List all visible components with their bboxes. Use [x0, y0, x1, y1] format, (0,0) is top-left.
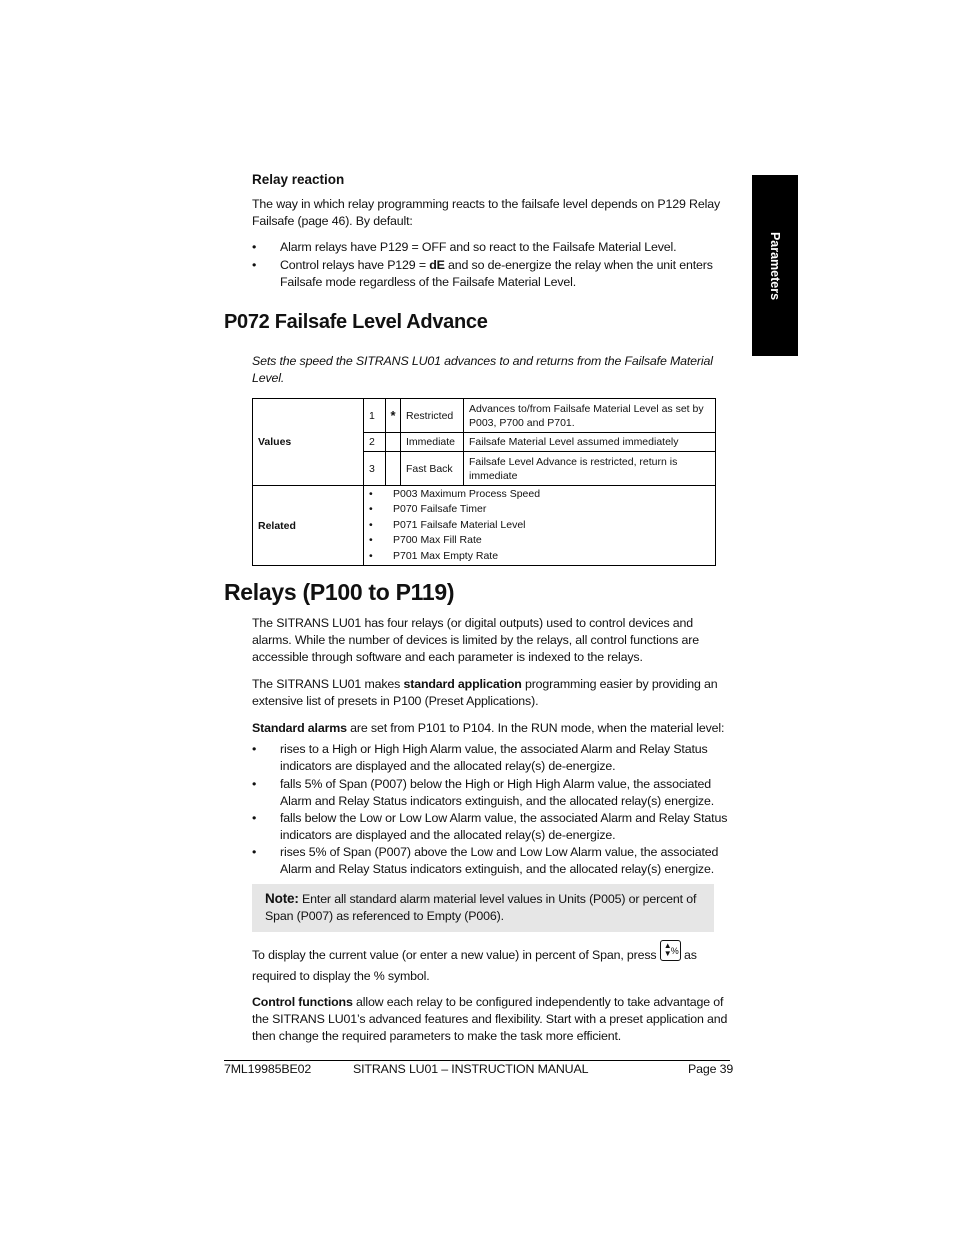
section-tab: [752, 175, 798, 356]
values-label: Values: [253, 399, 364, 486]
list-item: • Control relays have P129 = dE and so de-energize the relay when the unit enters Failsafe mode regardless of the Failsafe Material Level.: [252, 258, 713, 289]
list-item: • P003 Maximum Process Speed: [369, 487, 541, 500]
list-item: • P070 Failsafe Timer: [369, 503, 487, 516]
p072-description: Sets the speed the SITRANS LU01 advances to and returns from the Failsafe Material Level.: [252, 354, 713, 385]
value-name: Immediate: [401, 433, 464, 452]
value-name: Restricted: [401, 399, 464, 433]
alarm-conditions-list: [252, 741, 730, 878]
list-item: • P700 Max Fill Rate: [369, 534, 482, 547]
p072-title: P072 Failsafe Level Advance: [224, 311, 488, 333]
value-number: 2: [364, 433, 386, 452]
list-item: • P701 Max Empty Rate: [369, 549, 499, 562]
relays-para-4: To display the current value (or enter a new value) in percent of Span, press ▲ ▼ % as required to display the % symbol.: [252, 941, 697, 983]
related-label: Related: [253, 486, 364, 566]
related-list: [369, 487, 710, 565]
value-description: Failsafe Material Level assumed immediately: [464, 433, 716, 452]
relays-para-5: Control functions allow each relay to be configured independently to take advantage of the SITRANS LU01’s advanced features and flexibility. Start with a preset application and then change the required parameters to make the task more efficient.: [252, 995, 728, 1043]
arrow-percent-key-icon: ▲ ▼ %: [660, 940, 681, 961]
relays-title: Relays (P100 to P119): [224, 579, 455, 605]
p072-table: [252, 398, 716, 566]
default-marker: *: [386, 399, 401, 433]
value-number: 3: [364, 452, 386, 486]
relay-reaction-list: [252, 239, 717, 291]
related-cell: [364, 486, 716, 566]
section-tab-label: Parameters: [768, 231, 782, 300]
relay-reaction-heading: Relay reaction: [252, 172, 345, 187]
default-marker: [386, 433, 401, 452]
default-marker: [386, 452, 401, 486]
list-item: • rises 5% of Span (P007) above the Low and Low Low Alarm value, the associated Alarm and Relay Status indicators extinguish, and the allocated relay(s) energize.: [252, 845, 719, 876]
relays-para-3: Standard alarms are set from P101 to P104. In the RUN mode, when the material level:: [252, 721, 725, 735]
list-item: • P071 Failsafe Material Level: [369, 518, 526, 531]
note-text: Note: Enter all standard alarm material level values in Units (P005) or percent of Span (P007) as referenced to Empty (P006).: [265, 891, 697, 923]
relays-para-2: The SITRANS LU01 makes standard application programming easier by providing an extensive list of presets in P100 (Preset Applications).: [252, 677, 718, 708]
list-item: • rises to a High or High High Alarm value, the associated Alarm and Relay Status indicators are displayed and the allocated relay(s) de-energize.: [252, 742, 708, 773]
relay-reaction-intro: The way in which relay programming reacts to the failsafe level depends on P129 Relay Failsafe (page 46). By default:: [252, 197, 720, 228]
footer-page-number: Page 39: [688, 1062, 734, 1076]
list-item: • falls 5% of Span (P007) below the High or High High Alarm value, the associated Alarm and Relay Status indicators extinguish, and the allocated relay(s) energize.: [252, 777, 714, 808]
list-item: • Alarm relays have P129 = OFF and so react to the Failsafe Material Level.: [252, 240, 677, 254]
list-item: • falls below the Low or Low Low Alarm value, the associated Alarm and Relay Status indicators are displayed and the allocated relay(s) de-energize.: [252, 811, 728, 842]
value-description: Failsafe Level Advance is restricted, return is immediate: [464, 452, 716, 486]
relays-para-1: The SITRANS LU01 has four relays (or digital outputs) used to control devices and alarms. While the number of devices is limited by the relays, all control functions are accessible through software and each parameter is indexed to the relays.: [252, 616, 699, 664]
footer-doc-number: 7ML19985BE02: [224, 1062, 312, 1076]
value-name: Fast Back: [401, 452, 464, 486]
value-number: 1: [364, 399, 386, 433]
footer-manual-title: SITRANS LU01 – INSTRUCTION MANUAL: [353, 1062, 589, 1076]
value-description: Advances to/from Failsafe Material Level as set by P003, P700 and P701.: [464, 399, 716, 433]
